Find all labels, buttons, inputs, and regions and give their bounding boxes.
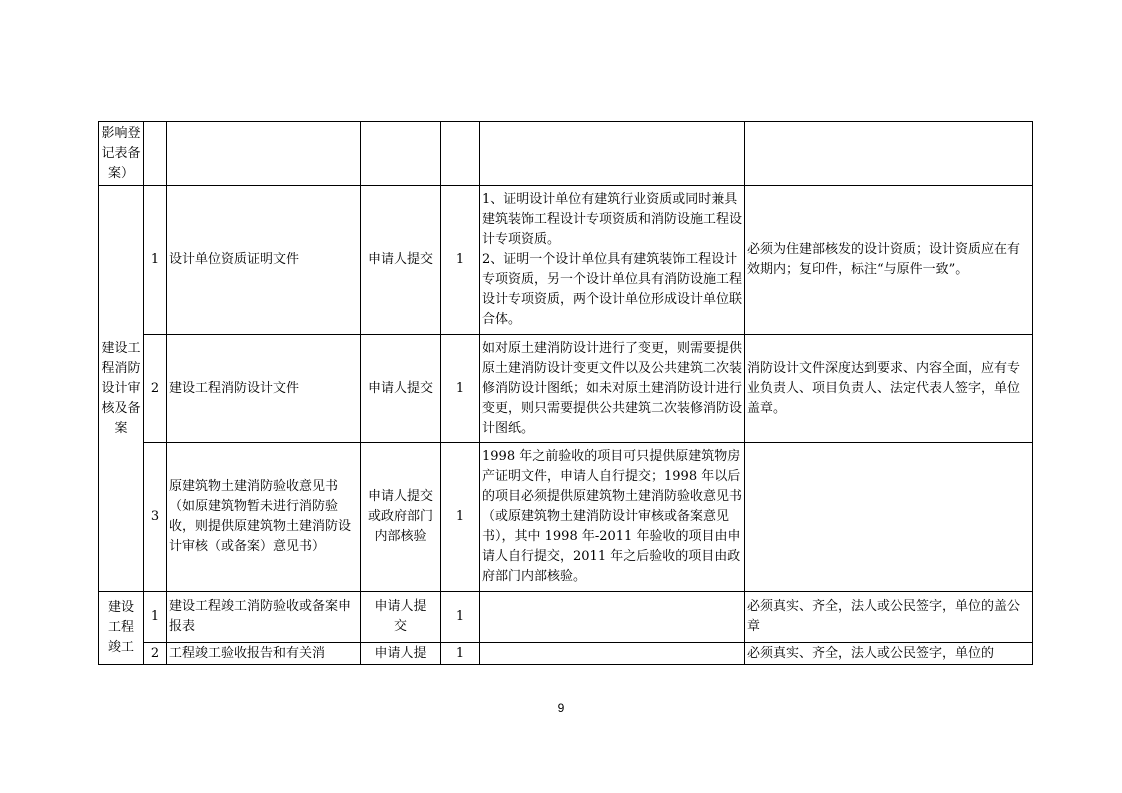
item-number-cell: 1 <box>144 592 167 643</box>
requirement-cell: 消防设计文件深度达到要求、内容全面，应有专业负责人、项目负责人、法定代表人签字，单位盖章。 <box>745 335 1033 443</box>
description-cell <box>480 643 745 665</box>
description-cell: 1、证明设计单位有建筑行业资质或同时兼具建筑装饰工程设计专项资质和消防设施工程设计专项资质。 2、证明一个设计单位具有建筑装饰工程设计专项资质，另一个设计单位具有消防设施工程设计专项资质，两个设计单位形成设计单位联合体。 <box>480 186 745 335</box>
copies-cell <box>441 122 480 186</box>
submitter-cell: 申请人提交 <box>361 335 441 443</box>
submitter-cell: 申请人提 交 <box>361 592 441 643</box>
description-cell <box>480 122 745 186</box>
material-name-cell: 建设工程消防设计文件 <box>167 335 361 443</box>
document-table <box>98 121 1033 665</box>
copies-cell: 1 <box>441 186 480 335</box>
item-number-cell <box>144 122 167 186</box>
category-cell: 建设 工程 竣工 <box>99 592 144 665</box>
material-name-cell <box>167 122 361 186</box>
item-number-cell: 2 <box>144 643 167 665</box>
table-row <box>99 643 1033 665</box>
submitter-cell: 申请人提交 <box>361 186 441 335</box>
requirement-cell <box>745 443 1033 592</box>
table-row <box>99 592 1033 643</box>
material-name-cell: 原建筑物土建消防验收意见书（如原建筑物暂未进行消防验收，则提供原建筑物土建消防设计审核（或备案）意见书） <box>167 443 361 592</box>
category-cell: 建设工 程消防 设计审 核及备 案 <box>99 186 144 592</box>
copies-cell: 1 <box>441 443 480 592</box>
copies-cell: 1 <box>441 335 480 443</box>
submitter-cell: 申请人提交 或政府部门 内部核验 <box>361 443 441 592</box>
description-cell: 如对原土建消防设计进行了变更，则需要提供原土建消防设计变更文件以及公共建筑二次装修消防设计图纸；如未对原土建消防设计进行变更，则只需要提供公共建筑二次装修消防设计图纸。 <box>480 335 745 443</box>
item-number-cell: 1 <box>144 186 167 335</box>
item-number-cell: 3 <box>144 443 167 592</box>
requirement-cell: 必须真实、齐全，法人或公民签字，单位的盖公章 <box>745 592 1033 643</box>
copies-cell: 1 <box>441 592 480 643</box>
page-number: 9 <box>557 701 565 715</box>
table-row <box>99 186 1033 335</box>
copies-cell: 1 <box>441 643 480 665</box>
submitter-cell <box>361 122 441 186</box>
requirement-cell: 必须真实、齐全，法人或公民签字，单位的 <box>745 643 1033 665</box>
requirement-cell <box>745 122 1033 186</box>
category-cell: 影响登 记表备 案） <box>99 122 144 186</box>
submitter-cell: 申请人提 <box>361 643 441 665</box>
requirement-cell: 必须为住建部核发的设计资质；设计资质应在有效期内；复印件，标注“与原件一致”。 <box>745 186 1033 335</box>
description-cell <box>480 592 745 643</box>
table-row <box>99 122 1033 186</box>
description-cell: 1998 年之前验收的项目可只提供原建筑物房产证明文件，申请人自行提交；1998 年以后的项目必须提供原建筑物土建消防验收意见书（或原建筑物土建消防设计审核或备案意见书），其中 1998 年-2011 年验收的项目由申请人自行提交，2011 年之后验收的项目由政府部门内部核验。 <box>480 443 745 592</box>
material-name-cell: 工程竣工验收报告和有关消 <box>167 643 361 665</box>
table-row <box>99 335 1033 443</box>
material-name-cell: 建设工程竣工消防验收或备案申报表 <box>167 592 361 643</box>
item-number-cell: 2 <box>144 335 167 443</box>
material-name-cell: 设计单位资质证明文件 <box>167 186 361 335</box>
table-row <box>99 443 1033 592</box>
